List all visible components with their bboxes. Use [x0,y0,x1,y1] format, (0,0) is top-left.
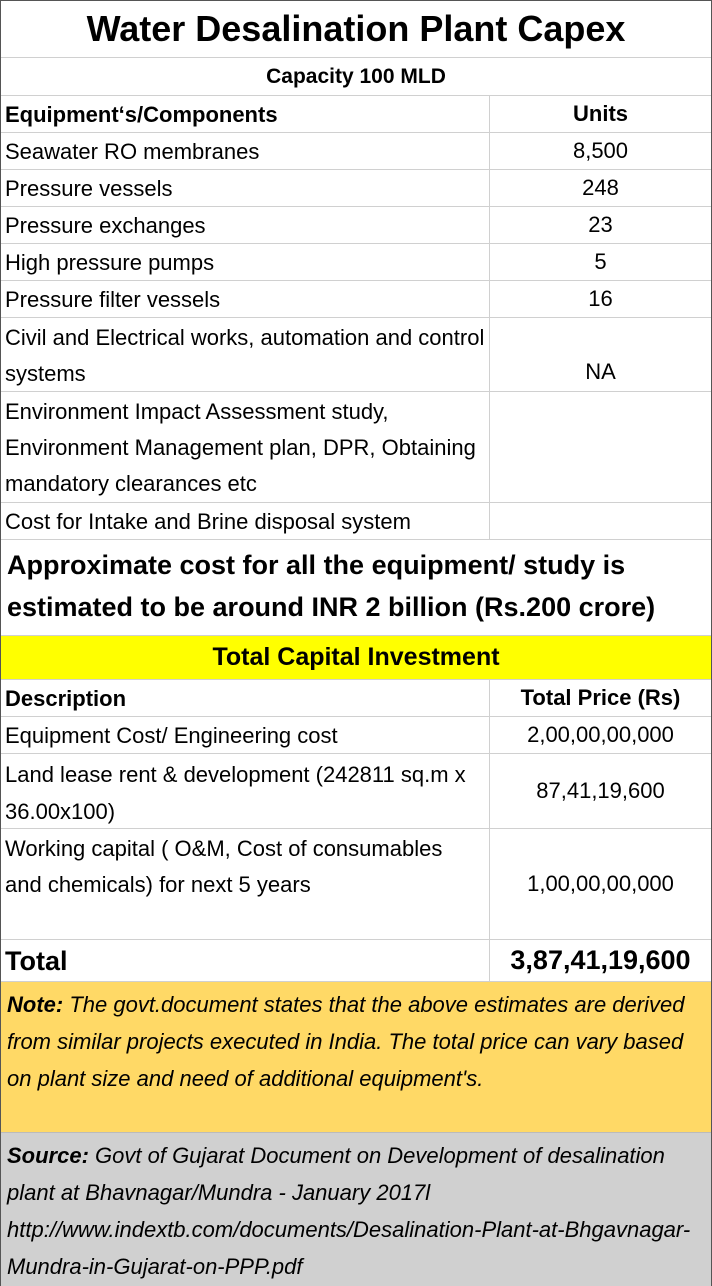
total-label: Total [1,940,490,981]
table-row [1,170,711,207]
investment-price: 2,00,00,00,000 [527,722,674,747]
equipment-header-row [1,96,711,133]
component-name: Cost for Intake and Brine disposal system [1,503,490,539]
total-capital-investment-heading: Total Capital Investment [1,636,711,680]
investment-price: 87,41,19,600 [536,778,665,803]
component-name: Civil and Electrical works, automation and control systems [1,318,490,391]
component-name: High pressure pumps [1,244,490,280]
component-units: 8,500 [572,138,629,163]
component-units: NA [585,359,616,384]
investment-description: Land lease rent & development (242811 sq.m x 36.00x100) [1,754,490,828]
investment-description: Working capital ( O&M, Cost of consumables and chemicals) for next 5 years [1,829,490,939]
total-row [1,940,711,982]
note-box [1,982,711,1133]
table-row [1,318,711,392]
component-units [490,503,711,539]
table-row [1,392,711,503]
table-row [1,244,711,281]
component-units [490,392,711,502]
capacity-subtitle: Capacity 100 MLD [1,58,711,96]
description-column-header: Description [1,680,490,716]
component-name: Pressure vessels [1,170,490,206]
table-row [1,503,711,540]
table-row [1,133,711,170]
note-text: The govt.document states that the above estimates are derived from similar projects executed in India. The total price can vary based on plant size and need of additional equipment's. [7,992,685,1091]
investment-header-row [1,680,711,717]
table-row [1,207,711,244]
component-units: 16 [588,286,613,311]
page-title: Water Desalination Plant Capex [1,1,711,58]
component-units: 248 [582,175,619,200]
table-row [1,754,711,829]
units-column-header: Units [573,101,628,126]
component-name: Pressure exchanges [1,207,490,243]
component-units: 23 [588,212,613,237]
source-box [1,1133,711,1286]
investment-price: 1,00,00,00,000 [527,871,674,896]
approximate-cost-statement: Approximate cost for all the equipment/ study is estimated to be around INR 2 billion (Rs.200 crore) [1,540,711,636]
table-row [1,281,711,318]
component-name: Environment Impact Assessment study, Environment Management plan, DPR, Obtaining mandatory clearances etc [1,392,490,502]
source-text: Govt of Gujarat Document on Development of desalination plant at Bhavnagar/Mundra - January 2017l http://www.indextb.com/documents/Desalination-Plant-at-Bhgavnagar-Mundra-in-Gujarat-on-PPP.pdf [7,1143,691,1279]
component-column-header: Equipment‘s/Components [1,96,490,132]
component-name: Pressure filter vessels [1,281,490,317]
investment-description: Equipment Cost/ Engineering cost [1,717,490,753]
component-name: Seawater RO membranes [1,133,490,169]
source-label: Source: [7,1143,89,1168]
component-units: 5 [594,249,607,274]
table-row [1,717,711,754]
note-label: Note: [7,992,64,1017]
table-row [1,829,711,940]
price-column-header: Total Price (Rs) [520,685,681,710]
total-value: 3,87,41,19,600 [510,945,691,975]
